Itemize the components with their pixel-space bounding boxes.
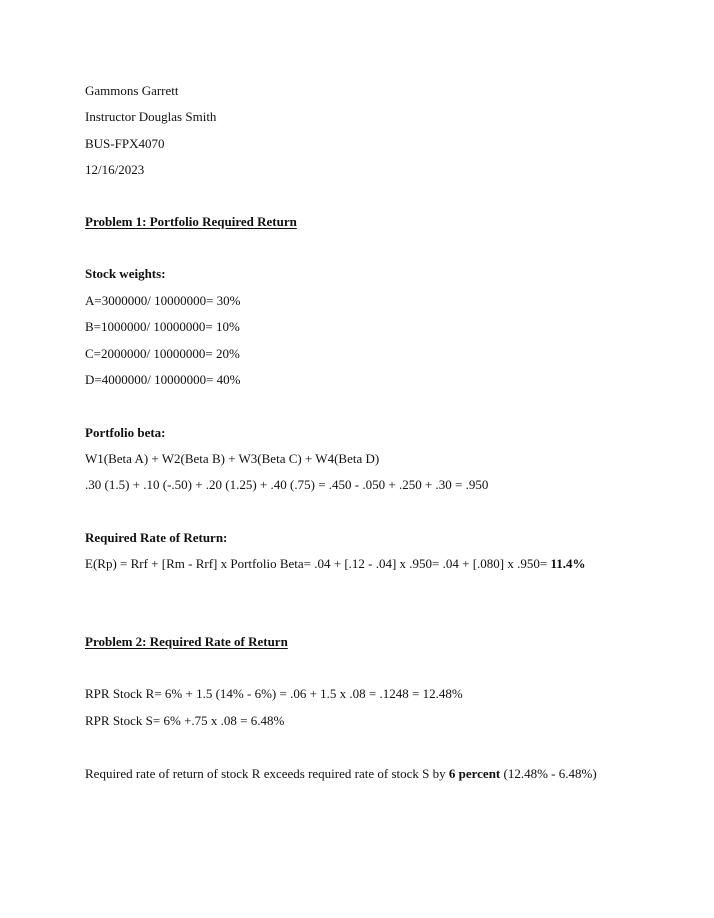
return-formula: E(Rp) = Rrf + [Rm - Rrf] x Portfolio Beta= .04 + [.12 - .04] x .950= .04 + [.080] x .950= [85, 556, 551, 571]
conclusion-difference: 6 percent [448, 766, 501, 781]
return-heading: Required Rate of Return: [85, 530, 228, 545]
instructor-name: Instructor Douglas Smith [85, 109, 217, 124]
weight-line: A=3000000/ 10000000= 30% [85, 293, 241, 308]
stock-s-calculation: RPR Stock S= 6% +.75 x .08 = 6.48% [85, 713, 285, 728]
problem2-title: Problem 2: Required Rate of Return [85, 634, 288, 649]
weight-line: C=2000000/ 10000000= 20% [85, 346, 240, 361]
beta-formula: W1(Beta A) + W2(Beta B) + W3(Beta C) + W4(Beta D) [85, 451, 380, 466]
conclusion-paragraph [85, 766, 625, 782]
beta-heading: Portfolio beta: [85, 425, 166, 440]
document-date: 12/16/2023 [85, 162, 145, 177]
weight-line: D=4000000/ 10000000= 40% [85, 372, 241, 387]
beta-calculation: .30 (1.5) + .10 (-.50) + .20 (1.25) + .40 (.75) = .450 - .050 + .250 + .30 = .950 [85, 477, 489, 492]
conclusion-text: Required rate of return of stock R exceeds required rate of stock S by [85, 766, 449, 781]
return-calculation [85, 556, 586, 572]
weight-line: B=1000000/ 10000000= 10% [85, 319, 240, 334]
weights-heading: Stock weights: [85, 266, 166, 281]
course-code: BUS-FPX4070 [85, 136, 165, 151]
stock-r-calculation: RPR Stock R= 6% + 1.5 (14% - 6%) = .06 + 1.5 x .08 = .1248 = 12.48% [85, 686, 463, 701]
conclusion-range: (12.48% - 6.48%) [500, 766, 597, 781]
return-result: 11.4% [550, 556, 586, 571]
student-name: Gammons Garrett [85, 83, 179, 98]
problem1-title: Problem 1: Portfolio Required Return [85, 214, 297, 229]
